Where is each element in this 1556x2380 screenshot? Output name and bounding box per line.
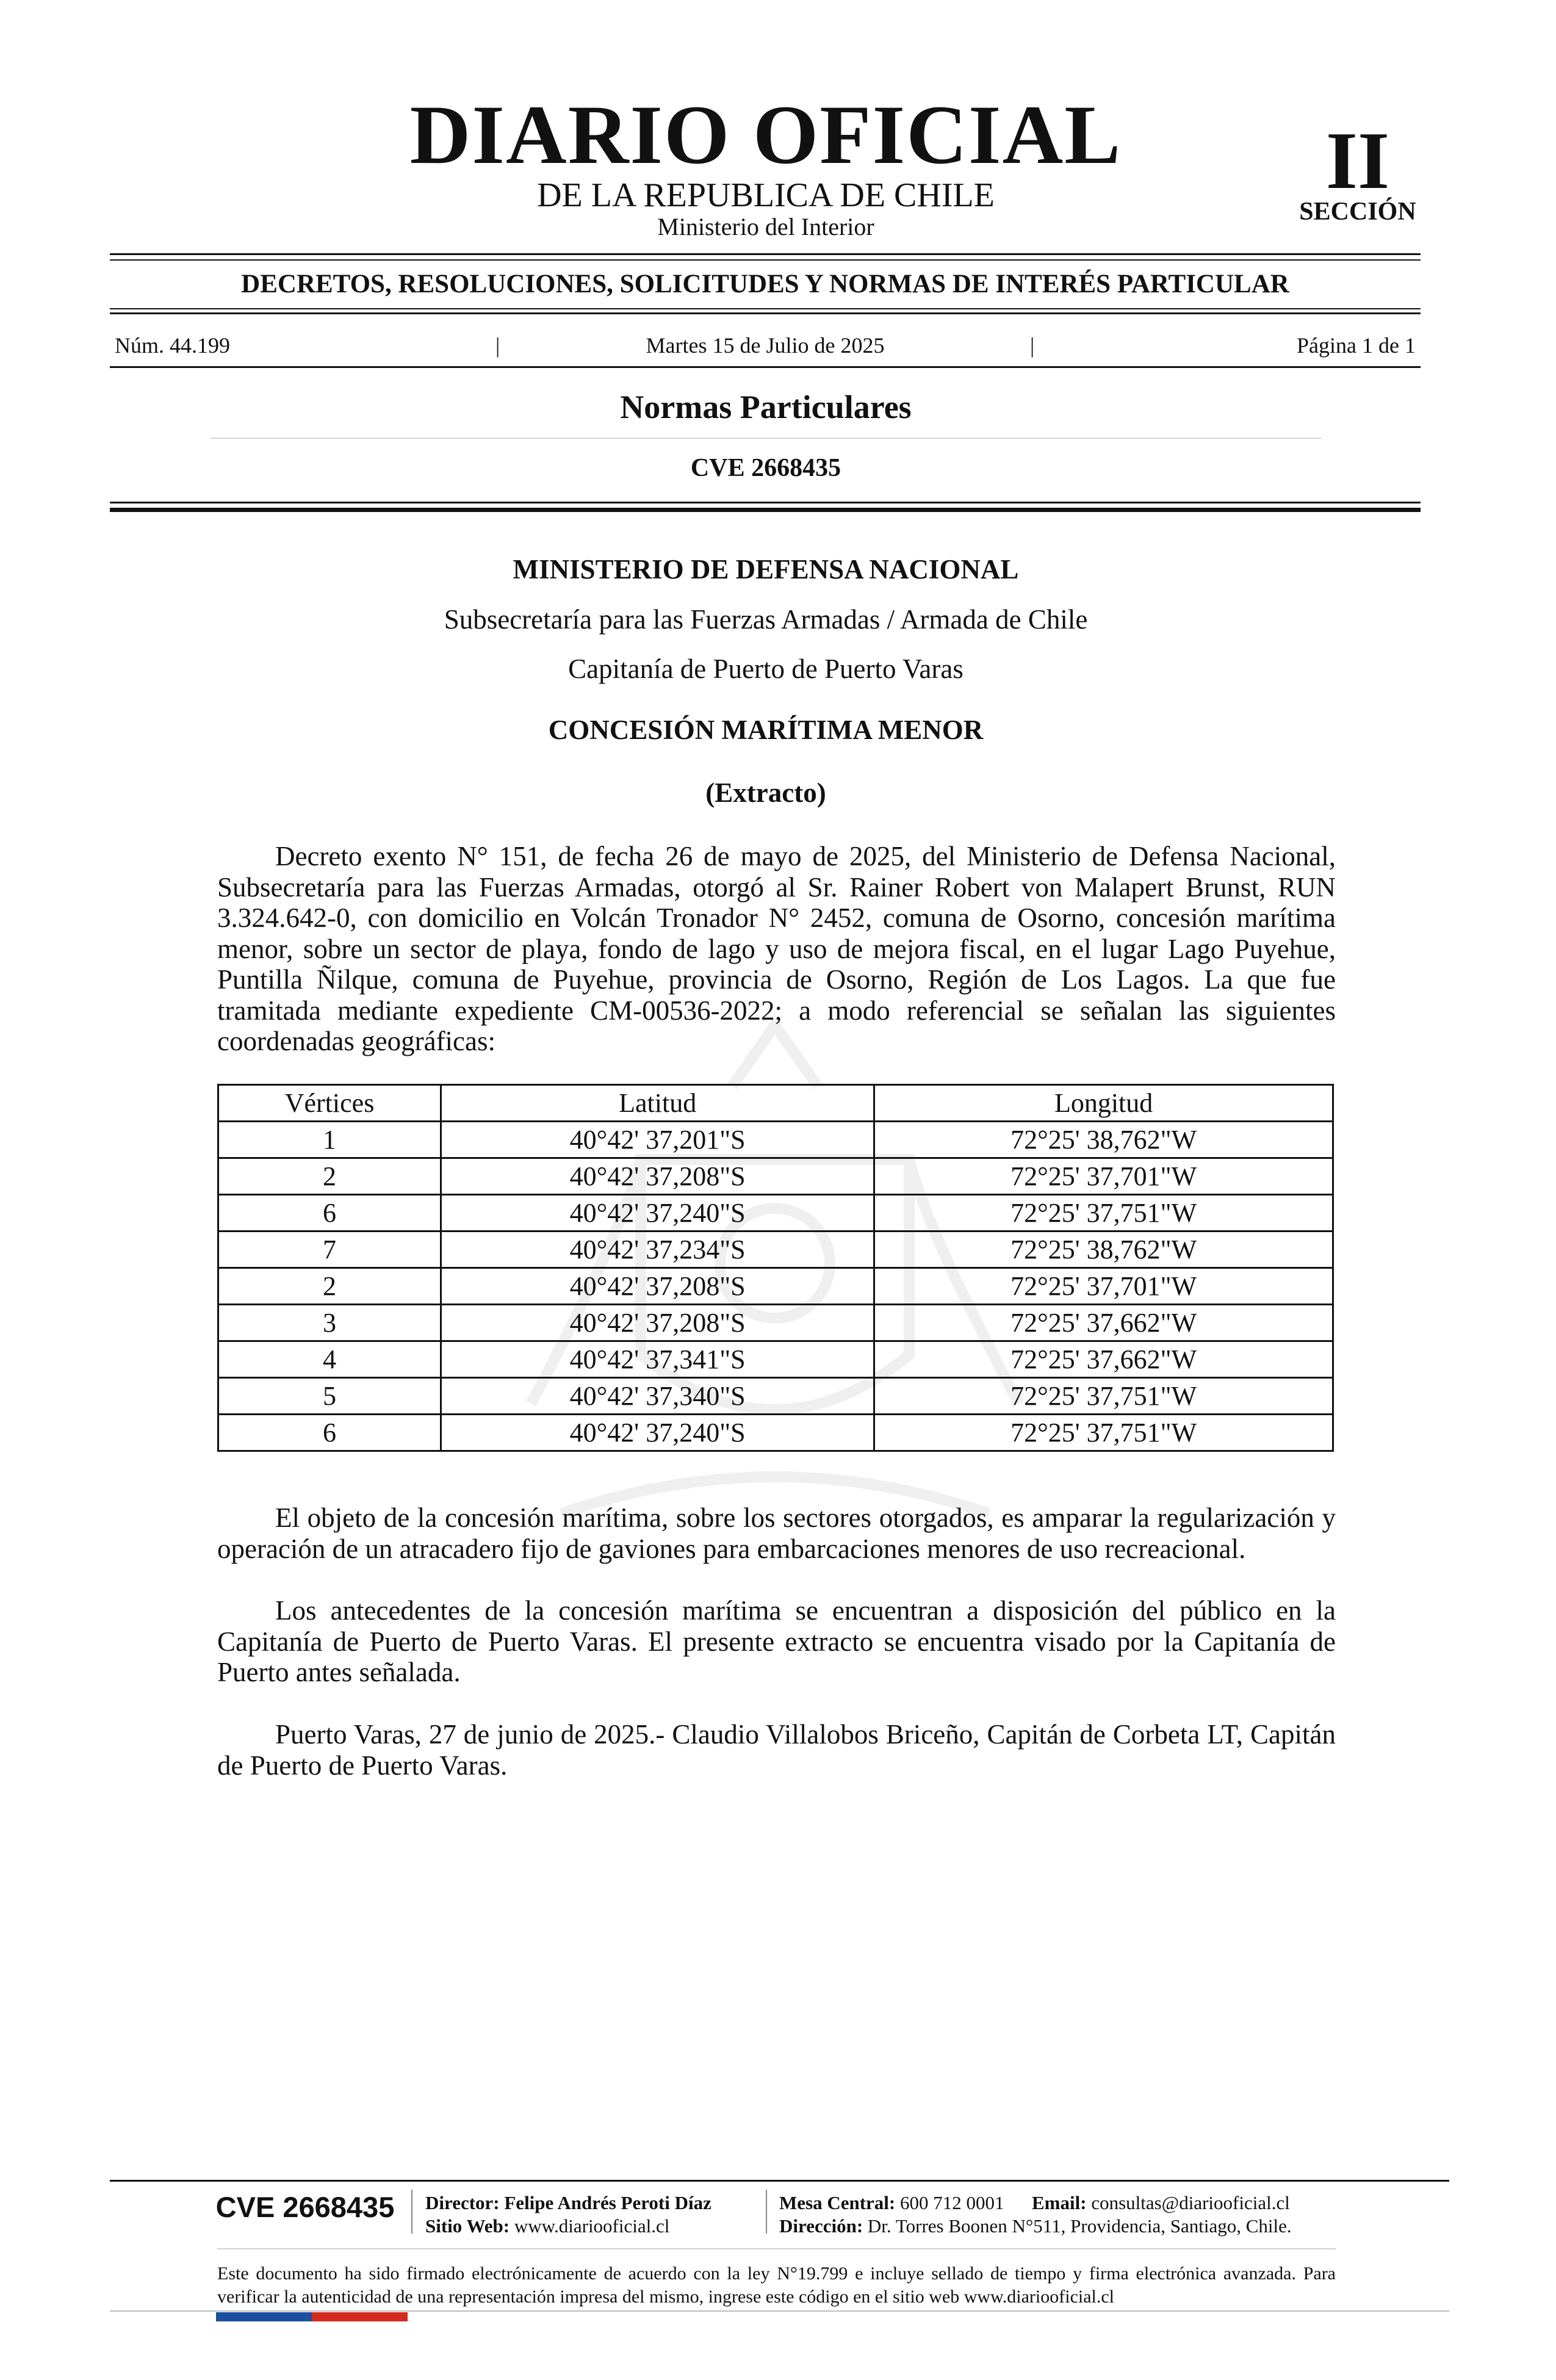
footer-divider: [411, 2190, 412, 2234]
director-name: Felipe Andrés Peroti Díaz: [504, 2192, 711, 2213]
table-row: [218, 1268, 1333, 1305]
latitude-cell: 40°42' 37,208"S: [441, 1305, 874, 1341]
latitude-cell: 40°42' 37,208"S: [441, 1268, 874, 1305]
footer-note-rule: [217, 2248, 1336, 2249]
records-paragraph: Los antecedentes de la concesión marítima se encuentran a disposición del público en la Capitanía de Puerto de Puerto Varas. El presente extracto se encuentra visado por la Capitanía de Puerto antes señalada.: [217, 1595, 1336, 1687]
table-row: [218, 1378, 1333, 1415]
document-subtitle: (Extracto): [705, 777, 826, 808]
director-label: Director:: [425, 2192, 500, 2213]
table-row: [218, 1341, 1333, 1378]
capitania-heading: Capitanía de Puerto de Puerto Varas: [568, 654, 963, 684]
longitude-cell: 72°25' 38,762"W: [874, 1231, 1333, 1268]
address-label: Dirección:: [779, 2215, 863, 2237]
vertex-cell: 5: [218, 1378, 441, 1415]
section-divider: [211, 438, 1321, 439]
phone-number: 600 712 0001: [900, 2192, 1004, 2213]
phone-label: Mesa Central:: [779, 2192, 896, 2213]
section-number: II: [1325, 115, 1390, 206]
longitude-cell: 72°25' 37,751"W: [874, 1378, 1333, 1415]
longitude-cell: 72°25' 37,751"W: [874, 1415, 1333, 1451]
latitude-cell: 40°42' 37,208"S: [441, 1158, 874, 1195]
meta-separator: |: [495, 333, 500, 358]
table-row: [218, 1122, 1333, 1158]
email-label: Email:: [1032, 2192, 1087, 2213]
longitude-cell: 72°25' 37,701"W: [874, 1158, 1333, 1195]
cve-rule-thin: [110, 502, 1421, 503]
footer-contact: [779, 2193, 1290, 2212]
table-header-row: [218, 1085, 1333, 1122]
flag-stripe-blue: [216, 2312, 312, 2321]
header-rule-mid: [110, 312, 1421, 314]
vertex-cell: 6: [218, 1195, 441, 1231]
footer-website: [425, 2216, 669, 2235]
column-header: Vértices: [218, 1085, 441, 1122]
longitude-cell: 72°25' 38,762"W: [874, 1122, 1333, 1158]
footer-cve-code: CVE 2668435: [215, 2191, 395, 2223]
flag-stripe-red: [312, 2312, 408, 2321]
longitude-cell: 72°25' 37,662"W: [874, 1341, 1333, 1378]
vertex-cell: 4: [218, 1341, 441, 1378]
table-row: [218, 1158, 1333, 1195]
category-heading: DECRETOS, RESOLUCIONES, SOLICITUDES Y NORMAS DE INTERÉS PARTICULAR: [241, 270, 1289, 298]
table-row: [218, 1195, 1333, 1231]
footer-director: [425, 2193, 711, 2212]
longitude-cell: 72°25' 37,701"W: [874, 1268, 1333, 1305]
vertex-cell: 2: [218, 1158, 441, 1195]
address-text: Dr. Torres Boonen N°511, Providencia, Santiago, Chile.: [867, 2215, 1292, 2237]
vertex-cell: 7: [218, 1231, 441, 1268]
table-row: [218, 1231, 1333, 1268]
newspaper-subtitle: DE LA REPUBLICA DE CHILE: [537, 176, 995, 214]
footer-address: [779, 2216, 1292, 2235]
table-row: [218, 1305, 1333, 1341]
footer-bottom-rule: [110, 2310, 1449, 2312]
table-row: [218, 1415, 1333, 1451]
newspaper-ministry: Ministerio del Interior: [657, 213, 874, 240]
section-title: Normas Particulares: [620, 389, 912, 425]
vertex-cell: 2: [218, 1268, 441, 1305]
issue-number: Núm. 44.199: [115, 333, 230, 358]
ministry-heading: MINISTERIO DE DEFENSA NACIONAL: [513, 554, 1019, 585]
vertex-cell: 3: [218, 1305, 441, 1341]
website-label: Sitio Web:: [425, 2215, 510, 2237]
vertex-cell: 1: [218, 1122, 441, 1158]
coordinates-table: [217, 1084, 1334, 1452]
latitude-cell: 40°42' 37,340"S: [441, 1378, 874, 1415]
cve-code: CVE 2668435: [690, 454, 841, 482]
longitude-cell: 72°25' 37,662"W: [874, 1305, 1333, 1341]
meta-rule: [110, 366, 1421, 368]
email-link[interactable]: consultas@diariooficial.cl: [1091, 2192, 1290, 2213]
subsecretaria-heading: Subsecretaría para las Fuerzas Armadas / Armada de Chile: [444, 604, 1088, 635]
column-header: Latitud: [441, 1085, 874, 1122]
section-label: SECCIÓN: [1299, 198, 1416, 226]
column-header: Longitud: [874, 1085, 1333, 1122]
cve-rule-thick: [110, 508, 1421, 512]
page-indicator: Página 1 de 1: [1297, 333, 1416, 358]
header-rule-top: [110, 253, 1421, 255]
signature-paragraph: Puerto Varas, 27 de junio de 2025.- Claudio Villalobos Briceño, Capitán de Corbeta LT, Capitán de Puerto de Puerto Varas.: [217, 1719, 1336, 1781]
purpose-paragraph: El objeto de la concesión marítima, sobre los sectores otorgados, es amparar la regularización y operación de un atracadero fijo de gaviones para embarcaciones menores de uso recreacional.: [217, 1502, 1336, 1564]
header-rule-mid-thin: [110, 308, 1421, 309]
longitude-cell: 72°25' 37,751"W: [874, 1195, 1333, 1231]
footer-signature-note: Este documento ha sido firmado electrónicamente de acuerdo con la ley N°19.799 e incluye sellado de tiempo y firma electrónica avanzada. Para verificar la autenticidad de una representación impresa del mismo, ingrese este código en el sitio web www.diariooficial.cl: [217, 2263, 1336, 2307]
vertex-cell: 6: [218, 1415, 441, 1451]
decree-paragraph: Decreto exento N° 151, de fecha 26 de mayo de 2025, del Ministerio de Defensa Nacional, Subsecretaría para las Fuerzas Armadas, otorgó al Sr. Rainer Robert von Malapert Brunst, RUN 3.324.642-0, con domicilio en Volcán Tronador N° 2452, comuna de Osorno, concesión marítima menor, sobre un sector de playa, fondo de lago y uso de mejora fiscal, en el lugar Lago Puyehue, Puntilla Ñilque, comuna de Puyehue, provincia de Osorno, Región de Los Lagos. La que fue tramitada mediante expediente CM-00536-2022; a modo referencial se señalan las siguientes coordenadas geográficas:: [217, 841, 1336, 1056]
meta-separator: |: [1030, 333, 1035, 358]
latitude-cell: 40°42' 37,240"S: [441, 1195, 874, 1231]
latitude-cell: 40°42' 37,240"S: [441, 1415, 874, 1451]
latitude-cell: 40°42' 37,201"S: [441, 1122, 874, 1158]
latitude-cell: 40°42' 37,341"S: [441, 1341, 874, 1378]
latitude-cell: 40°42' 37,234"S: [441, 1231, 874, 1268]
document-title: CONCESIÓN MARÍTIMA MENOR: [548, 715, 984, 745]
issue-date: Martes 15 de Julio de 2025: [646, 333, 885, 358]
footer-rule: [110, 2180, 1449, 2182]
website-link[interactable]: www.diariooficial.cl: [514, 2215, 670, 2237]
newspaper-title: DIARIO OFICIAL: [409, 88, 1122, 181]
header-rule-top-thin: [110, 259, 1421, 261]
footer-divider: [766, 2190, 767, 2234]
